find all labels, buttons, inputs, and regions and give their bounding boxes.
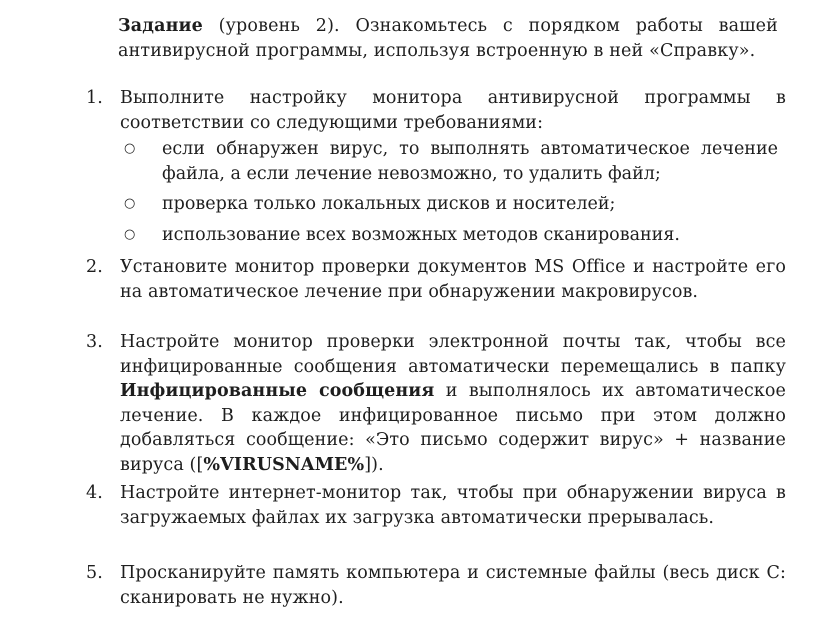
bullet-text: если обнаружен вирус, то выполнять автоматическое лечение файла, а если лечение невозможно, то удалить файл;: [162, 139, 778, 184]
bullet-item: [118, 137, 778, 186]
item-number: 3.: [86, 332, 103, 352]
task-item-2: [86, 255, 786, 304]
bullet-item: [118, 223, 778, 248]
item-text: Настройте интернет-монитор так, чтобы при обнаружении вируса в загружаемых файлах их загрузка автоматически прерывалась.: [120, 483, 786, 528]
virus-name-macro: %VIRUSNAME%: [203, 454, 365, 475]
item-text: Выполните настройку монитора антивирусной программы в соответствии со следующими требованиями:: [120, 88, 786, 133]
task-intro-text: (уровень 2). Ознакомьтесь с порядком работы вашей антивирусной программы, используя встроенную в ней «Справку».: [118, 16, 778, 61]
task-item-5: [86, 561, 786, 610]
task-item-3: [86, 330, 786, 477]
task-lead-word: Задание: [118, 16, 203, 36]
folder-name: Инфицированные сообщения: [120, 381, 435, 401]
item-text: Просканируйте память компьютера и системные файлы (весь диск С: сканировать не нужно).: [120, 563, 786, 608]
item-text: [120, 330, 786, 477]
item-text-part: ]).: [364, 454, 384, 475]
bullet-circle-icon: ○: [124, 226, 136, 242]
item-text: Установите монитор проверки документов MS Office и настройте его на автоматическое лечение при обнаружении макровирусов.: [120, 257, 786, 302]
bullet-circle-icon: ○: [124, 141, 136, 156]
item-1-bullet-list: [118, 137, 778, 247]
item-text-part: и выполнялось их автоматическое лечение. В каждое инфицированное письмо при этом должно добавляться сообщение: «Это письмо содержит вирус» + название вируса ([: [120, 381, 786, 475]
item-number: 2.: [86, 257, 103, 277]
task-intro: [118, 14, 778, 64]
bullet-text: использование всех возможных методов сканирования.: [162, 224, 680, 245]
bullet-circle-icon: ○: [124, 196, 136, 211]
task-item-4: [86, 481, 786, 530]
bullet-text: проверка только локальных дисков и носителей;: [162, 194, 616, 214]
bullet-item: [118, 192, 778, 217]
item-number: 4.: [86, 483, 103, 503]
item-number: 5.: [86, 563, 103, 583]
item-number: 1.: [86, 88, 103, 108]
task-item-1: [86, 86, 786, 135]
item-text-part: Настройте монитор проверки электронной почты так, чтобы все инфицированные сообщения автоматически перемещались в папку: [120, 332, 786, 377]
